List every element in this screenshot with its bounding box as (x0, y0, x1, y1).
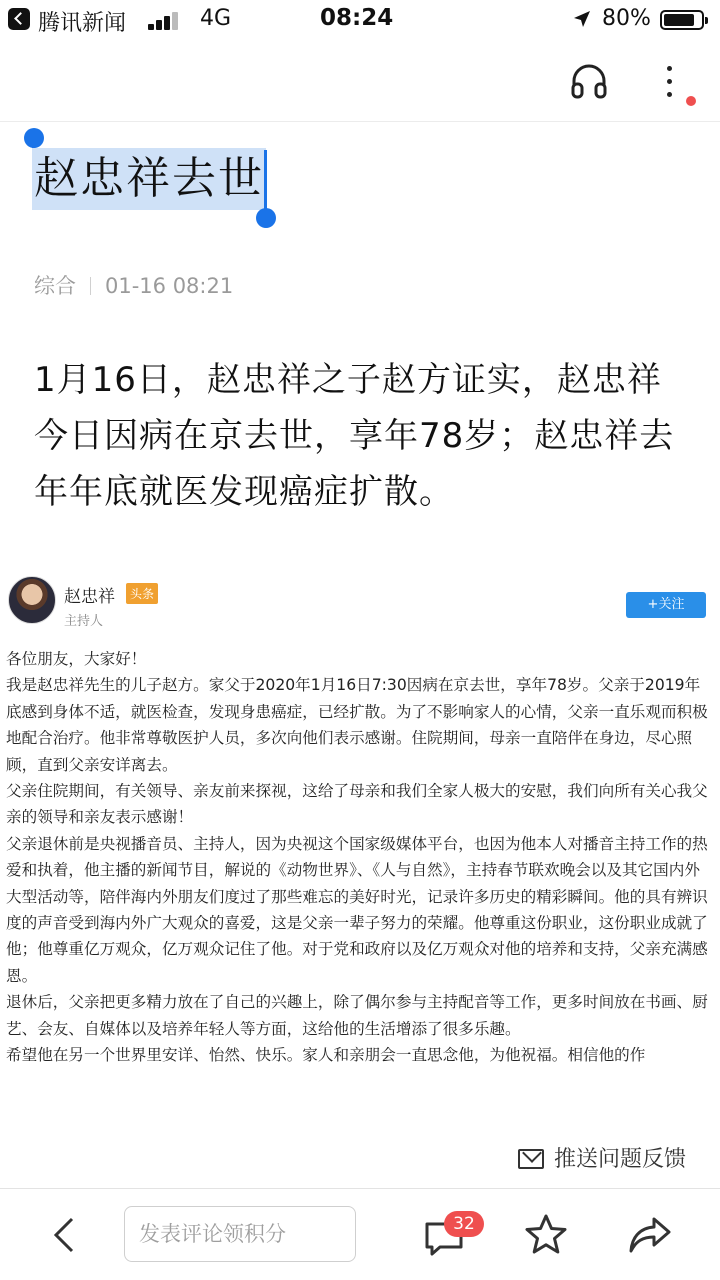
post-paragraph: 父亲住院期间，有关领导、亲友前来探视，这给了母亲和我们全家人极大的安慰，我们向所有关心我父亲的领导和亲友表示感谢！ (6, 782, 708, 827)
author-badge: 头条 (126, 583, 158, 604)
back-to-app-icon[interactable] (8, 8, 30, 30)
star-icon[interactable] (524, 1213, 568, 1257)
title-wrap (32, 148, 266, 210)
author-role: 主持人 (64, 614, 104, 629)
embedded-post-image[interactable] (0, 570, 720, 1130)
selection-handle-start[interactable] (24, 128, 44, 148)
post-paragraph: 我是赵忠祥先生的儿子赵方。家父于2020年1月16日7:30因病在京去世，享年78岁。父亲于2019年底感到身体不适，就医检查，发现身患癌症，已经扩散。为了不影响家人的心情，父亲一直乐观而积极地配合治疗。他非常尊敬医护人员，多次向他们表示感谢。住院期间，母亲一直陪伴在身边，尽心照顾，直到父亲安详离去。 (6, 676, 708, 774)
headphone-icon[interactable] (568, 60, 610, 102)
article-meta (34, 270, 233, 300)
follow-button: +关注 (626, 592, 706, 618)
avatar (8, 576, 56, 624)
back-icon[interactable] (50, 1217, 78, 1253)
more-icon[interactable] (654, 60, 684, 104)
post-paragraph: 父亲退休前是央视播音员、主持人，因为央视这个国家级媒体平台，也因为他本人对播音主持工作的热爱和执着，他主播的新闻节目，解说的《动物世界》、《人与自然》，主持春节联欢晚会以及其它国内外大型活动等，陪伴海内外朋友们度过了那些难忘的美好时光，记录许多历史的精彩瞬间。他的具有辨识度的声音受到海内外广大观众的喜爱，这是父亲一辈子努力的荣耀。他尊重这份职业，这份职业成就了他；他尊重亿万观众，亿万观众记住了他。对于党和政府以及亿万观众对他的培养和支持，父亲充满感恩。 (6, 834, 708, 985)
comment-input[interactable]: 发表评论领积分 (124, 1206, 356, 1262)
feedback-link[interactable] (518, 1142, 686, 1173)
top-nav (0, 40, 720, 122)
mail-icon (518, 1149, 544, 1169)
location-arrow-icon (572, 9, 592, 29)
post-paragraph: 退休后，父亲把更多精力放在了自己的兴趣上，除了偶尔参与主持配音等工作，更多时间放在书画、厨艺、会友、自媒体以及培养年轻人等方面，这给他的生活增添了很多乐趣。 (6, 993, 708, 1038)
article-lead: 1月16日，赵忠祥之子赵方证实，赵忠祥今日因病在京去世，享年78岁；赵忠祥去年年底就医发现癌症扩散。 (34, 360, 675, 512)
feedback-label: 推送问题反馈 (553, 1147, 686, 1172)
source-app-name[interactable]: 腾讯新闻 (38, 11, 127, 36)
post-paragraph: 各位朋友，大家好！ (6, 650, 147, 668)
notification-dot (686, 96, 696, 106)
meta-divider (90, 277, 91, 295)
share-icon[interactable] (628, 1215, 672, 1255)
bottom-bar (0, 1188, 720, 1280)
network-type: 4G (200, 6, 232, 31)
post-body (6, 646, 712, 1069)
signal-icon (148, 10, 182, 30)
selection-handle-end[interactable] (256, 208, 276, 228)
clock: 08:24 (320, 5, 394, 31)
battery-icon (660, 10, 704, 30)
post-author: 赵忠祥 (64, 587, 115, 607)
post-paragraph: 希望他在另一个世界里安详、怡然、快乐。家人和亲朋会一直思念他，为他祝福。相信他的作 (6, 1046, 646, 1065)
article-datetime: 01-16 08:21 (105, 274, 234, 298)
article-title[interactable]: 赵忠祥去世 (32, 148, 266, 210)
battery-percent: 80% (602, 6, 651, 31)
comment-count-badge: 32 (444, 1211, 484, 1237)
article-category[interactable]: 综合 (34, 274, 76, 298)
status-bar (0, 0, 720, 40)
selection-caret-end (264, 150, 267, 212)
